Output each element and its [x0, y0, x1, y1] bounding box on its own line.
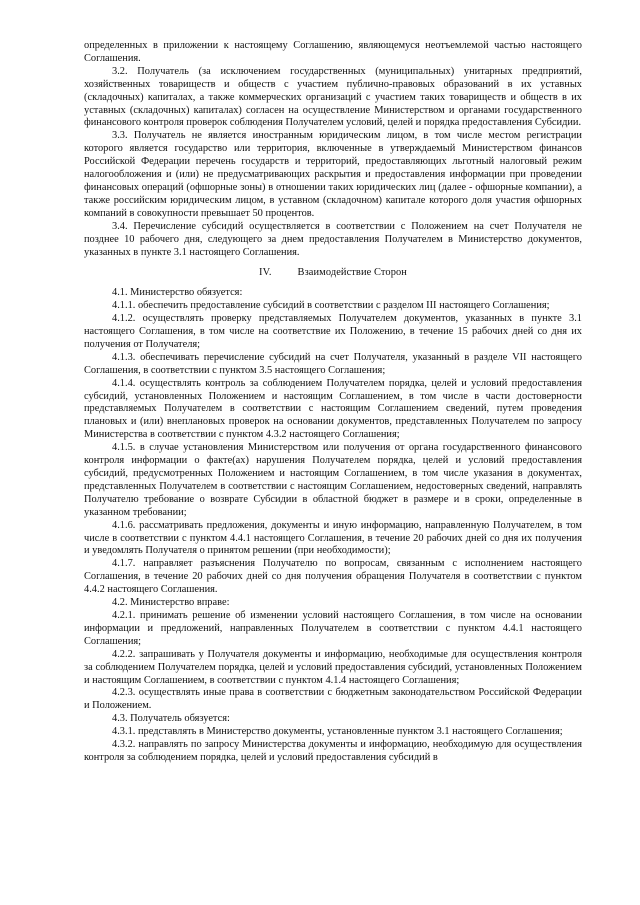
paragraph: 4.1.2. осуществлять проверку представляемых Получателем документов, указанных в пункте 3.1 настоящего Соглашения, в том числе на соответствие их Положению, в течение 15 рабочих дней со дня их получения от Получателя;	[84, 313, 582, 350]
paragraph: 4.3.2. направлять по запросу Министерства документы и информацию, необходимую для осуществления контроля за соблюдением порядка, целей и условий предоставления субсидий в	[84, 739, 582, 763]
paragraph: 4.3. Получатель обязуется:	[112, 713, 230, 725]
paragraph: определенных в приложении к настоящему Соглашению, являющемуся неотъемлемой частью настоящего Соглашения.	[84, 40, 582, 64]
section-number: IV.	[259, 267, 272, 279]
section-title: Взаимодействие Сторон	[297, 267, 407, 279]
section-heading	[84, 267, 582, 280]
section-4-text	[84, 287, 582, 765]
paragraph: 4.1.6. рассматривать предложения, документы и иную информацию, направленную Получателем, в том числе в соответствии с пунктом 4.4.1 настоящего Соглашения, в течение 20 рабочих дней со дня их получения и уведомлять Получателя о принятом решении (при необходимости);	[84, 519, 582, 557]
paragraph: 4.1.1. обеспечить предоставление субсидий в соответствии с разделом III настоящего Соглашения;	[112, 300, 550, 312]
paragraph: 4.1.4. осуществлять контроль за соблюдением Получателем порядка, целей и условий предоставления субсидий, установленных Положением и настоящим Соглашением, в том числе в части достоверности представляемых Получателем в соответствии с настоящим Соглашением сведений, путем проведения плановых и (или) внеплановых проверок на основании документов, представленных Получателем по запросу Министерства в соответствии с пунктом 4.3.2 настоящего Соглашения;	[84, 377, 582, 441]
paragraph: 4.1.7. направляет разъяснения Получателю по вопросам, связанным с исполнением настоящего Соглашения, в течение 20 рабочих дней со дня получения обращения Получателя в соответствии с пунктом 4.4.2 настоящего Соглашения.	[84, 558, 582, 596]
paragraph: 4.2.1. принимать решение об изменении условий настоящего Соглашения, в том числе на основании информации и предложений, направленных Получателем в соответствии с пунктом 4.4.1 настоящего Соглашения;	[84, 609, 582, 647]
paragraph: 3.4. Перечисление субсидий осуществляется в соответствии с Положением на счет Получателя не позднее 10 рабочего дня, следующего за днем предоставления Получателем в Министерство документов, указанных в пункте 3.1 настоящего Соглашения.	[84, 220, 582, 258]
paragraph: 4.2. Министерство вправе:	[112, 597, 230, 609]
paragraph: 4.1. Министерство обязуется:	[112, 287, 243, 299]
section-3-text	[84, 40, 582, 259]
paragraph: 4.1.3. обеспечивать перечисление субсидий на счет Получателя, указанный в разделе VII настоящего Соглашения, в соответствии с пунктом 3.5 настоящего Соглашения;	[84, 351, 582, 376]
paragraph: 4.3.1. представлять в Министерство документы, установленные пунктом 3.1 настоящего Соглашения;	[112, 726, 563, 738]
paragraph: 4.2.2. запрашивать у Получателя документы и информацию, необходимые для осуществления контроля за соблюдением Получателем порядка, целей и условий предоставления субсидий, установленных Положением и настоящим Соглашением, в соответствии с пунктом 4.1.4 настоящего Соглашения;	[84, 648, 582, 686]
paragraph: 3.3. Получатель не является иностранным юридическим лицом, в том числе местом регистрации которого является государство или территория, включенные в утверждаемый Министерством финансов Российской Федерации перечень государств и территорий, предоставляющих льготный налоговый режим налогообложения и (или) не предусматривающих раскрытия и предоставления информации при проведении финансовых операций (офшорные зоны) в отношении таких юридических лиц (далее - офшорные компании), а также российским юридическим лицом, в уставном (складочном) капитале которого доля участия офшорных компаний в совокупности превышает 50 процентов.	[84, 130, 582, 219]
paragraph: 3.2. Получатель (за исключением государственных (муниципальных) унитарных предприятий, хозяйственных товариществ и обществ с участием публично-правовых образований в их уставных (складочных) капиталах, а также коммерческих организаций с участием таких товариществ и обществ в их уставных (складочных) капиталах) согласен на осуществление Министерством и органами государственного финансового контроля проверок соблюдения Получателем условий, целей и порядка предоставления Субсидии.	[84, 65, 582, 129]
paragraph: 4.1.5. в случае установления Министерством или получения от органа государственного финансового контроля информации о факте(ах) нарушения Получателем порядка, целей и условий предоставления субсидий, предусмотренных Положением и настоящим Соглашением, в том числе указания в документах, представленных Получателем в соответствии с настоящим Соглашением, недостоверных сведений, направлять Получателю требование о возврате Субсидии в областной бюджет в размере и в сроки, определенные в указанном требовании;	[84, 442, 582, 518]
paragraph: 4.2.3. осуществлять иные права в соответствии с бюджетным законодательством Российской Федерации и Положением.	[84, 687, 582, 712]
